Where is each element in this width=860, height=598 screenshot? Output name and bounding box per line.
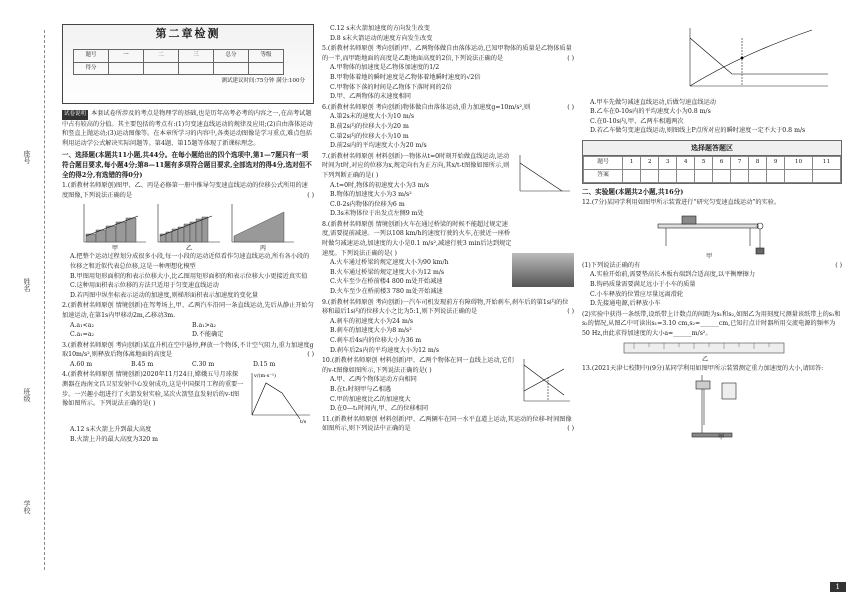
xt-graph-q11 bbox=[682, 24, 832, 94]
velocity-graphs-svg bbox=[62, 200, 314, 252]
option: C.a₁=a₂ bbox=[70, 331, 95, 339]
answer-number: 10 bbox=[785, 156, 813, 169]
fig-label-12: 甲 bbox=[706, 252, 713, 260]
header-box bbox=[62, 24, 314, 104]
option: D.前2s内的平均速度大小为20 m/s bbox=[330, 142, 427, 150]
option: A.60 m bbox=[70, 360, 93, 368]
score-header: 题号 bbox=[74, 50, 109, 63]
answer-paren: ( ) bbox=[148, 400, 156, 408]
score-header: 等级 bbox=[249, 50, 284, 63]
intro-paragraph bbox=[62, 109, 314, 148]
options-row bbox=[62, 360, 314, 370]
option: A.实验开始前,需要垫高长木板右端到合适高度,以平衡摩擦力 bbox=[590, 271, 756, 279]
answer-cell[interactable] bbox=[812, 169, 840, 182]
option: B.钩码质量需要满足远小于小车的质量 bbox=[590, 280, 696, 288]
question-2: 2.(新教材名师原创 情境创新)在驾考场上,甲、乙两汽车沿同一条直线运动,先后从静止开始匀加速运动,在第1s内甲移动2m,乙移动3m. bbox=[62, 302, 314, 319]
fig-label-13: 甲 bbox=[718, 434, 725, 442]
option: D.先接通电源,后释放小车 bbox=[590, 300, 661, 308]
question-9 bbox=[322, 298, 574, 317]
rocket-vt-graph bbox=[244, 369, 314, 425]
option: A.甲车先做匀减速直线运动,后做匀速直线运动 bbox=[590, 98, 716, 106]
section-2-heading: 二、实验题(本题共2小题,共16分) bbox=[582, 187, 684, 196]
question-stem: 7.(新教材名师原创 材料创新)一物体从t=0时刻开始做直线运动,运动时间为t时,对应的位移为x,规定向右为正方向,其x/t-t图像如图所示,则下列判断正确的是 bbox=[322, 152, 510, 179]
answer-cell[interactable] bbox=[785, 169, 813, 182]
answer-cell[interactable] bbox=[641, 169, 659, 182]
answer-number: 1 bbox=[623, 156, 641, 169]
score-header: 三 bbox=[179, 50, 214, 63]
score-cell[interactable] bbox=[109, 62, 144, 75]
answer-number: 9 bbox=[767, 156, 785, 169]
intro-stamp: 试卷说明 bbox=[62, 110, 88, 120]
option: D.在0—t₁时间内,甲、乙的位移相同 bbox=[330, 405, 429, 413]
answer-paren: ( ) bbox=[307, 351, 314, 359]
figure-apparatus-12 bbox=[582, 208, 842, 260]
axis-label-t: t/s bbox=[300, 419, 307, 426]
fig-label-c: 丙 bbox=[260, 245, 267, 253]
answer-paren: ( ) bbox=[390, 249, 397, 257]
fig-label-b: 乙 bbox=[186, 245, 193, 253]
option: B.乙车在0-10s内的平均速度大小为0.8 m/s bbox=[590, 108, 711, 116]
column-2 bbox=[322, 24, 574, 434]
answer-paren: ( ) bbox=[835, 261, 842, 269]
free-fall-apparatus-svg bbox=[682, 373, 762, 441]
answer-cell[interactable] bbox=[695, 169, 713, 182]
answer-number: 4 bbox=[677, 156, 695, 169]
cut-line bbox=[44, 30, 45, 570]
option: D.15 m bbox=[253, 360, 276, 368]
option: C.第2s内的位移大小为10 m bbox=[330, 132, 409, 140]
question-4 bbox=[62, 370, 244, 425]
answer-cell[interactable] bbox=[731, 169, 749, 182]
answer-number: 3 bbox=[659, 156, 677, 169]
question-stem: 10.(新教材名师原创 材料创新)甲、乙两个物体在同一直线上运动,它们的v-t图像如图所示,下列说法正确的是 bbox=[322, 357, 514, 374]
option: D.火车至少在桥前楼3 780 m处开始减速 bbox=[330, 288, 443, 296]
score-row-label: 得分 bbox=[74, 62, 109, 75]
option: D.不能确定 bbox=[192, 331, 224, 339]
answer-cell[interactable] bbox=[713, 169, 731, 182]
train-photo bbox=[512, 253, 574, 287]
section-1-heading: 一、选择题(本题共11小题,共44分。在每小题给出的四个选项中,第1—7题只有一项符合题目要求,每小题4分;第8—11题有多项符合题目要求,全部选对的得4分,选对但不全的得2分,有选错的得0分) bbox=[62, 151, 312, 179]
answer-paren: ( ) bbox=[567, 308, 574, 316]
score-cell[interactable] bbox=[144, 62, 179, 75]
answer-paren: ( ) bbox=[567, 54, 574, 62]
option: D.若丙图中纵坐标表示运动的加速度,则梯形面积表示加速度的变化量 bbox=[70, 291, 259, 299]
binding-label-name: 姓名 bbox=[23, 278, 31, 292]
option: A.火车通过桥梁的规定速度大小为90 km/h bbox=[330, 259, 449, 267]
question-12: 12.(7分)某同学利用如图甲所示装置进行“研究匀变速直线运动”的实验。 bbox=[582, 199, 781, 207]
option: C.甲的加速度比乙的加速度大 bbox=[330, 395, 411, 403]
option: D.刹车后2s内的平均速度大小为12 m/s bbox=[330, 346, 440, 354]
answer-cell[interactable] bbox=[767, 169, 785, 182]
intro-text: 本套试卷所涉及的考点是物理学的基础,也是历年高考必考的内容之一,在高考试题中占有较高的分值。其主要包括的考点有:(1)匀变速直线运动的规律及应用;(2)自由落体运动和竖直上抛运动;(3)运动图像等。在本章所学习的内容中,各类运动图像是学习重点,难点包括利用运动学公式解决实际问题等。第4题、第15题等体现了新课标理念。 bbox=[62, 110, 313, 147]
question-12-sub-2: (2)实验中获得一条纸带,设纸带上计数点的间距为s₁和s₂,如图乙为用刻度尺测量该纸带上的s₁和s₂的情况,从图乙中可读出s₁=3.10 cm,s₂=______cm,已知打点计时器所用交流电源的频率为50 Hz,由此求得加速度的大小a=______m/s²。 bbox=[582, 310, 841, 337]
answer-paren: ( ) bbox=[307, 191, 314, 199]
option: B.a₁>a₂ bbox=[192, 321, 217, 329]
option: D.8 s末火箭运动的速度方向发生改变 bbox=[330, 34, 433, 42]
option: C.30 m bbox=[192, 360, 215, 368]
question-11 bbox=[322, 415, 574, 434]
question-stem: 5.(新教材名师原创 考向创新)甲、乙两物体做自由落体运动,已知甲物体的质量是乙物体质量的一半,而甲距地面的高度是乙距地面高度的2倍,下列说法正确的是 bbox=[322, 45, 572, 62]
page-number: 1 bbox=[830, 582, 846, 592]
option: A.把整个运动过程划分成很多小段,每一小段的运动近似看作匀速直线运动,所有各小段的位移之和近似代表总位移,这是一种理想化模型 bbox=[70, 253, 310, 270]
xt-graph bbox=[514, 151, 574, 199]
option: B.甲图用矩形面积的和表示位移大小,比乙图用矩形面积的和表示位移大小更接近真实值 bbox=[70, 272, 308, 280]
question-stem: 6.(新教材名师原创 考向创新)物体做自由落体运动,重力加速度g=10m/s²,则 bbox=[322, 103, 531, 111]
question-13-block bbox=[582, 363, 842, 374]
option: C.这种用面积表示位移的方法只适用于匀变速直线运动 bbox=[70, 282, 219, 290]
question-12-sub-1 bbox=[582, 261, 842, 271]
answer-number: 6 bbox=[713, 156, 731, 169]
question-5 bbox=[322, 44, 574, 63]
question-stem: (1)下列说法正确的有 bbox=[582, 261, 641, 269]
option: B.在t₁时刻甲与乙相遇 bbox=[330, 385, 391, 393]
option: A.a₁<a₂ bbox=[70, 321, 94, 329]
option: B.前2s内的位移大小为20 m bbox=[330, 122, 409, 130]
question-10 bbox=[322, 356, 518, 375]
option: B.物体的加速度大小为3 m/s² bbox=[330, 191, 412, 199]
option: B.甲物体着地的瞬时速度是乙物体着地瞬时速度的√2倍 bbox=[330, 73, 481, 81]
answer-paren: ( ) bbox=[567, 425, 574, 433]
score-cell[interactable] bbox=[249, 62, 284, 75]
question-stem: 4.(新教材名师原创 情境创新)2020年11月24日,嫦娥五号月球探测器在海南文昌卫星发射中心发射成功,这是中国探月工程的重要一步。一兴趣小组进行了火箭发射实验,某次火箭竖直发射后的v-t图像如图所示。下列说法正确的是 bbox=[62, 371, 244, 408]
answer-paren: ( ) bbox=[424, 366, 432, 374]
options-row bbox=[62, 330, 314, 340]
option: A.甲、乙两个物体运动方向相同 bbox=[330, 376, 417, 384]
option: D.甲、乙两物体的末速度相同 bbox=[330, 93, 411, 101]
score-header: 一 bbox=[109, 50, 144, 63]
option: C.12 s末火箭加速度的方向发生改变 bbox=[330, 25, 430, 32]
page-title: 第二章检测 bbox=[155, 27, 221, 40]
binding-strip bbox=[0, 0, 58, 598]
column-1 bbox=[62, 24, 314, 445]
option: C.甲物体下落的时间是乙物体下落时间的2倍 bbox=[330, 83, 452, 91]
option: C.在0-10s内,甲、乙两车相遇两次 bbox=[590, 117, 684, 125]
option: C.刹车后4s内的位移大小为36 m bbox=[330, 337, 422, 344]
answer-row-label: 答案 bbox=[584, 169, 623, 182]
option: A.刹车的初速度大小为24 m/s bbox=[330, 317, 414, 325]
question-7 bbox=[322, 152, 514, 181]
option: B.火箭上升的最大高度为320 m bbox=[70, 436, 159, 444]
answer-number: 2 bbox=[641, 156, 659, 169]
question-stem: 11.(新教材名师原创 材料创新)甲、乙两辆车在同一水平直道上运动,其运动的位移-时间图像如图所示,则下列说法中正确的是 bbox=[322, 415, 572, 433]
question-8 bbox=[322, 220, 512, 258]
question-1 bbox=[62, 181, 314, 200]
answer-cell[interactable] bbox=[749, 169, 767, 182]
options-row bbox=[62, 321, 314, 331]
question-stem: 1.(新教材名师原创)图甲、乙、丙是必修第一册中推导匀变速直线运动的位移公式所用的速度图像,下列说法正确的是 bbox=[62, 182, 308, 199]
question-stem: 3.(新教材名师原创 考向创新)某直升机在空中悬停,释放一个物体,不计空气阻力,重力加速度g取10m/s²,则释放后物体离地面的高度是 bbox=[62, 341, 314, 359]
score-cell[interactable] bbox=[214, 62, 249, 75]
option: A.12 s末火箭上升到最大高度 bbox=[70, 426, 152, 434]
column-3 bbox=[582, 24, 842, 443]
vt-graph-q10 bbox=[518, 355, 574, 407]
option: C.小车释放的位置应尽量远离滑轮 bbox=[590, 290, 684, 298]
binding-label-seat: 座号 bbox=[23, 150, 31, 164]
binding-label-school: 学校 bbox=[23, 500, 31, 514]
answer-row-label: 题号 bbox=[584, 156, 623, 169]
answer-number: 8 bbox=[749, 156, 767, 169]
figure-ruler bbox=[582, 339, 842, 363]
answer-cell[interactable] bbox=[623, 169, 641, 182]
option: B.刹车的加速度大小为8 m/s² bbox=[330, 327, 412, 335]
question-6 bbox=[322, 103, 574, 113]
question-stem: 8.(新教材名师原创 情境创新)火车在通过桥梁的时候不能超过规定速度,需要提前减速。一列以108 km/h的速度行驶的火车,在驶近一座桥时做匀减速运动,加速度的大小是0.1 m/s²,减速行驶3 min后达到规定速度。下列说法正确的是 bbox=[322, 220, 512, 257]
answer-table bbox=[583, 156, 841, 183]
axis-label-v: v/(m·s⁻¹) bbox=[254, 373, 276, 380]
score-header: 二 bbox=[144, 50, 179, 63]
question-7-block bbox=[322, 151, 574, 219]
answer-paren: ( ) bbox=[567, 103, 574, 111]
figure-apparatus-13 bbox=[582, 373, 842, 443]
question-13: 13.(2021天津七校期中)(9分)某同学利用如图甲所示装置测定重力加速度的大小,请回答: bbox=[582, 364, 824, 372]
question-10-block bbox=[322, 355, 574, 414]
answer-box-header: 选择题答题区 bbox=[583, 141, 841, 156]
fig-label-ruler: 乙 bbox=[702, 355, 709, 363]
option: B.火车通过桥梁的规定速度大小为12 m/s bbox=[330, 268, 445, 276]
fig-label-a: 甲 bbox=[112, 245, 119, 253]
answer-number: 5 bbox=[695, 156, 713, 169]
answer-number: 11 bbox=[812, 156, 840, 169]
answer-box bbox=[582, 140, 842, 184]
option: C.火车至少在桥前楼4 800 m处开始减速 bbox=[330, 278, 443, 286]
score-header: 总分 bbox=[214, 50, 249, 63]
answer-number: 7 bbox=[731, 156, 749, 169]
figure-velocity-graphs bbox=[62, 200, 314, 252]
answer-cell[interactable] bbox=[659, 169, 677, 182]
option: A.t=0时,物体的初速度大小为3 m/s bbox=[330, 181, 429, 189]
option: C.0-2s内物体的位移为6 m bbox=[330, 200, 405, 208]
option: B.45 m bbox=[131, 360, 154, 368]
option: D.若乙车做匀变速直线运动,则图线上P点所对应的瞬时速度一定不大于0.8 m/s bbox=[590, 127, 806, 135]
question-8-block bbox=[322, 219, 574, 297]
score-table bbox=[73, 49, 284, 75]
option: D.3s末物体位于出发点左侧9 m处 bbox=[330, 210, 424, 218]
option: A.甲物体的加速度是乙物体加速度的1/2 bbox=[330, 64, 440, 72]
answer-paren: ( ) bbox=[371, 171, 379, 179]
question-4-block bbox=[62, 369, 314, 425]
answer-cell[interactable] bbox=[677, 169, 695, 182]
score-cell[interactable] bbox=[179, 62, 214, 75]
question-3 bbox=[62, 341, 314, 360]
option: A.第2s末的速度大小为10 m/s bbox=[330, 113, 415, 121]
question-stem: 9.(新教材名师原创 考向创新)一汽车司机发现前方有障碍物,开始刹车,刹车后的第1s内的位移和最后1s内的位移大小之比为5:1,则下列说法正确的是 bbox=[322, 298, 569, 316]
binding-label-class: 班级 bbox=[23, 388, 31, 402]
time-note: 测试建议时间:75分钟 满分:100分 bbox=[221, 78, 305, 84]
